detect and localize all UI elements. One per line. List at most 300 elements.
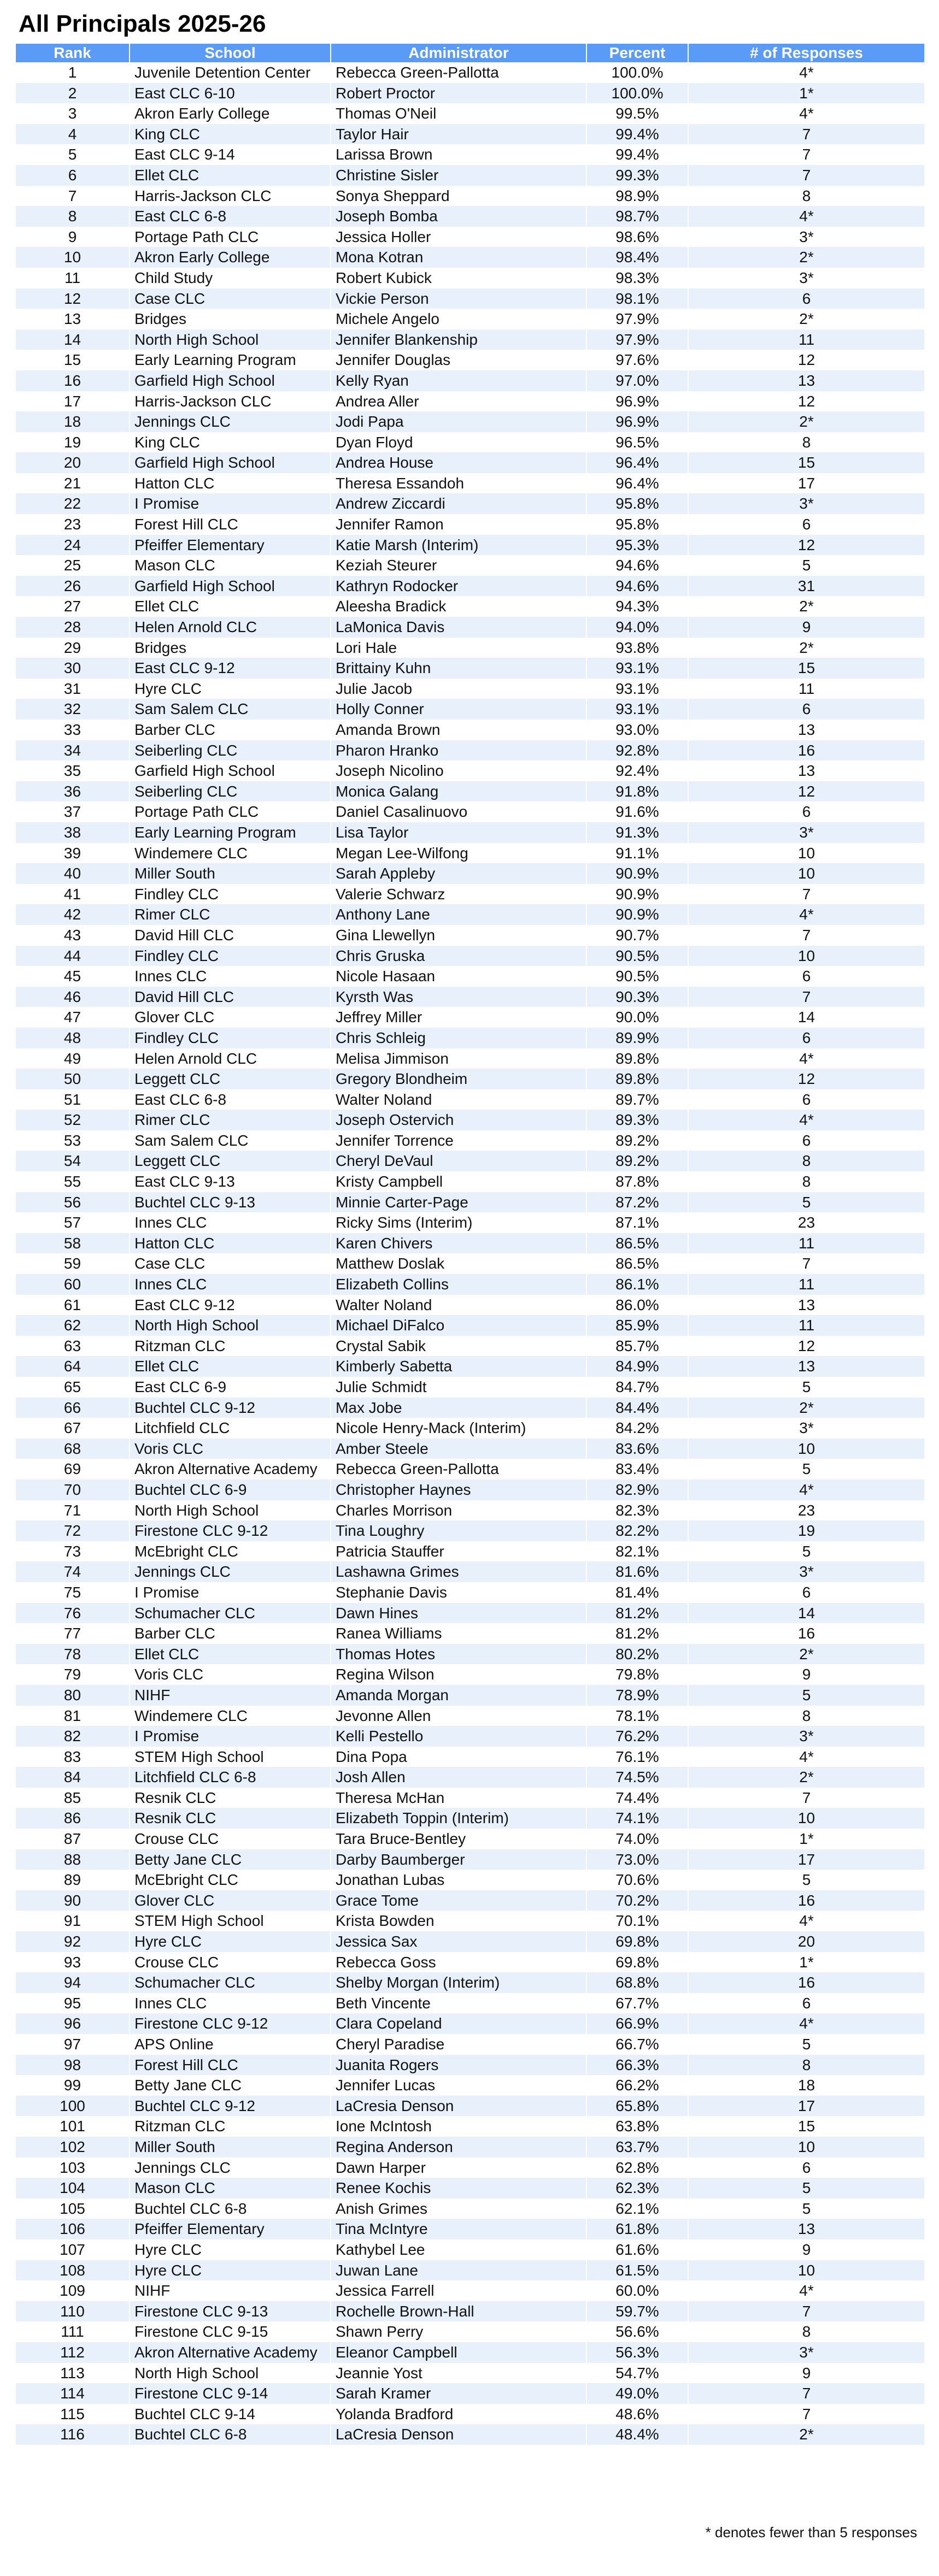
table-row xyxy=(16,2178,924,2198)
school-cell: Case CLC xyxy=(130,1253,331,1274)
rank-cell: 86 xyxy=(16,1808,130,1829)
school-cell: Mason CLC xyxy=(130,2178,331,2198)
table-row xyxy=(16,2404,924,2425)
responses-cell: 3* xyxy=(688,822,924,843)
rank-cell: 1 xyxy=(16,62,130,83)
responses-cell: 5 xyxy=(688,1459,924,1479)
administrator-cell: Jevonne Allen xyxy=(331,1706,586,1726)
school-cell: Barber CLC xyxy=(130,720,331,740)
table-row xyxy=(16,1664,924,1685)
table-row xyxy=(16,1685,924,1706)
percent-cell: 93.1% xyxy=(586,699,688,720)
responses-cell: 2* xyxy=(688,411,924,432)
school-cell: Akron Alternative Academy xyxy=(130,2342,331,2363)
administrator-cell: Jennifer Douglas xyxy=(331,350,586,370)
table-row xyxy=(16,1295,924,1316)
rank-cell: 101 xyxy=(16,2116,130,2137)
school-cell: Forest Hill CLC xyxy=(130,2055,331,2076)
school-cell: Pfeiffer Elementary xyxy=(130,535,331,556)
responses-cell: 6 xyxy=(688,801,924,822)
percent-cell: 94.0% xyxy=(586,617,688,638)
administrator-cell: Michele Angelo xyxy=(331,309,586,329)
rank-cell: 115 xyxy=(16,2404,130,2425)
responses-cell: 7 xyxy=(688,165,924,186)
table-row xyxy=(16,1439,924,1459)
percent-cell: 65.8% xyxy=(586,2096,688,2117)
administrator-cell: Sarah Kramer xyxy=(331,2383,586,2404)
percent-cell: 74.0% xyxy=(586,1829,688,1849)
administrator-cell: Dawn Hines xyxy=(331,1603,586,1624)
percent-cell: 85.9% xyxy=(586,1315,688,1336)
school-cell: Firestone CLC 9-12 xyxy=(130,2013,331,2034)
administrator-cell: Elizabeth Toppin (Interim) xyxy=(331,1808,586,1829)
table-row xyxy=(16,432,924,453)
school-cell: Buchtel CLC 9-13 xyxy=(130,1192,331,1213)
percent-cell: 90.9% xyxy=(586,884,688,905)
responses-cell: 4* xyxy=(688,2013,924,2034)
rank-cell: 13 xyxy=(16,309,130,329)
responses-cell: 16 xyxy=(688,740,924,761)
responses-cell: 11 xyxy=(688,329,924,350)
table-row xyxy=(16,2075,924,2096)
rank-cell: 42 xyxy=(16,904,130,925)
table-body xyxy=(16,62,924,2445)
administrator-cell: Vickie Person xyxy=(331,288,586,309)
administrator-cell: Walter Noland xyxy=(331,1295,586,1316)
school-cell: North High School xyxy=(130,1500,331,1521)
percent-cell: 89.2% xyxy=(586,1151,688,1171)
table-row xyxy=(16,2013,924,2034)
administrator-cell: Josh Allen xyxy=(331,1767,586,1788)
rank-cell: 30 xyxy=(16,658,130,679)
table-row xyxy=(16,863,924,884)
table-row xyxy=(16,1459,924,1479)
administrator-cell: Jennifer Blankenship xyxy=(331,329,586,350)
school-cell: Mason CLC xyxy=(130,555,331,576)
rank-cell: 40 xyxy=(16,863,130,884)
rank-cell: 113 xyxy=(16,2363,130,2384)
responses-cell: 5 xyxy=(688,1685,924,1706)
rank-cell: 6 xyxy=(16,165,130,186)
table-row xyxy=(16,1007,924,1028)
percent-cell: 98.3% xyxy=(586,268,688,288)
administrator-cell: Gina Llewellyn xyxy=(331,925,586,946)
rank-cell: 56 xyxy=(16,1192,130,1213)
responses-cell: 7 xyxy=(688,1788,924,1808)
responses-cell: 4* xyxy=(688,206,924,227)
administrator-cell: Max Jobe xyxy=(331,1398,586,1418)
school-cell: Jennings CLC xyxy=(130,1561,331,1582)
school-cell: Leggett CLC xyxy=(130,1151,331,1171)
responses-cell: 9 xyxy=(688,2363,924,2384)
table-row xyxy=(16,596,924,617)
table-row xyxy=(16,2424,924,2445)
table-row xyxy=(16,740,924,761)
administrator-cell: Cheryl Paradise xyxy=(331,2034,586,2055)
table-row xyxy=(16,309,924,329)
percent-cell: 100.0% xyxy=(586,62,688,83)
school-cell: Innes CLC xyxy=(130,966,331,987)
responses-cell: 7 xyxy=(688,2301,924,2322)
percent-cell: 86.5% xyxy=(586,1253,688,1274)
rank-cell: 54 xyxy=(16,1151,130,1171)
responses-cell: 3* xyxy=(688,493,924,514)
responses-cell: 4* xyxy=(688,1747,924,1767)
rank-cell: 51 xyxy=(16,1089,130,1110)
rank-cell: 89 xyxy=(16,1870,130,1890)
percent-cell: 85.7% xyxy=(586,1336,688,1357)
school-cell: Buchtel CLC 6-8 xyxy=(130,2198,331,2219)
school-cell: East CLC 6-9 xyxy=(130,1377,331,1398)
administrator-cell: Julie Schmidt xyxy=(331,1377,586,1398)
responses-cell: 14 xyxy=(688,1603,924,1624)
administrator-cell: Pharon Hranko xyxy=(331,740,586,761)
rank-cell: 94 xyxy=(16,1972,130,1993)
school-cell: Garfield High School xyxy=(130,576,331,597)
rank-cell: 66 xyxy=(16,1398,130,1418)
rank-cell: 27 xyxy=(16,596,130,617)
rank-cell: 2 xyxy=(16,83,130,104)
table-row xyxy=(16,1069,924,1089)
table-row xyxy=(16,843,924,864)
school-cell: I Promise xyxy=(130,1582,331,1603)
administrator-cell: Ione McIntosh xyxy=(331,2116,586,2137)
percent-cell: 73.0% xyxy=(586,1849,688,1870)
school-cell: Findley CLC xyxy=(130,946,331,966)
school-cell: Buchtel CLC 6-9 xyxy=(130,1479,331,1500)
table-row xyxy=(16,1849,924,1870)
rank-cell: 48 xyxy=(16,1028,130,1048)
rank-cell: 7 xyxy=(16,186,130,207)
rank-cell: 87 xyxy=(16,1829,130,1849)
table-row xyxy=(16,2342,924,2363)
percent-cell: 97.9% xyxy=(586,309,688,329)
responses-cell: 23 xyxy=(688,1500,924,1521)
administrator-cell: Dina Popa xyxy=(331,1747,586,1767)
percent-cell: 93.0% xyxy=(586,720,688,740)
table-row xyxy=(16,679,924,699)
percent-cell: 66.3% xyxy=(586,2055,688,2076)
responses-cell: 10 xyxy=(688,946,924,966)
table-row xyxy=(16,1561,924,1582)
table-row xyxy=(16,2280,924,2301)
table-row xyxy=(16,2137,924,2158)
school-cell: Akron Early College xyxy=(130,247,331,268)
administrator-cell: Joseph Bomba xyxy=(331,206,586,227)
rank-cell: 16 xyxy=(16,370,130,391)
responses-cell: 13 xyxy=(688,761,924,781)
table-row xyxy=(16,1520,924,1541)
responses-cell: 4* xyxy=(688,1479,924,1500)
school-cell: Buchtel CLC 6-8 xyxy=(130,2424,331,2445)
table-row xyxy=(16,1418,924,1439)
rank-cell: 105 xyxy=(16,2198,130,2219)
percent-cell: 91.1% xyxy=(586,843,688,864)
percent-cell: 95.8% xyxy=(586,514,688,535)
rank-cell: 29 xyxy=(16,638,130,658)
percent-cell: 60.0% xyxy=(586,2280,688,2301)
rank-cell: 38 xyxy=(16,822,130,843)
percent-cell: 97.0% xyxy=(586,370,688,391)
administrator-cell: Kimberly Sabetta xyxy=(331,1356,586,1377)
school-cell: NIHF xyxy=(130,2280,331,2301)
administrator-cell: LaCresia Denson xyxy=(331,2096,586,2117)
percent-cell: 89.8% xyxy=(586,1069,688,1089)
school-cell: Ellet CLC xyxy=(130,1644,331,1665)
school-cell: Hyre CLC xyxy=(130,1931,331,1952)
table-row xyxy=(16,1398,924,1418)
table-row xyxy=(16,1356,924,1377)
school-cell: East CLC 9-12 xyxy=(130,1295,331,1316)
table-row xyxy=(16,1336,924,1357)
school-cell: STEM High School xyxy=(130,1911,331,1931)
rank-cell: 90 xyxy=(16,1890,130,1911)
responses-cell: 4* xyxy=(688,1911,924,1931)
rank-cell: 3 xyxy=(16,103,130,124)
school-cell: Glover CLC xyxy=(130,1890,331,1911)
rank-cell: 50 xyxy=(16,1069,130,1089)
school-cell: Helen Arnold CLC xyxy=(130,1048,331,1069)
responses-cell: 10 xyxy=(688,863,924,884)
responses-cell: 4* xyxy=(688,103,924,124)
administrator-cell: Stephanie Davis xyxy=(331,1582,586,1603)
table-row xyxy=(16,1028,924,1048)
responses-cell: 8 xyxy=(688,1151,924,1171)
school-cell: Akron Alternative Academy xyxy=(130,1459,331,1479)
responses-cell: 23 xyxy=(688,1212,924,1233)
administrator-cell: Darby Baumberger xyxy=(331,1849,586,1870)
school-cell: Buchtel CLC 9-12 xyxy=(130,1398,331,1418)
school-cell: Leggett CLC xyxy=(130,1069,331,1089)
administrator-cell: Thomas Hotes xyxy=(331,1644,586,1665)
percent-cell: 100.0% xyxy=(586,83,688,104)
percent-cell: 67.7% xyxy=(586,1993,688,2014)
responses-cell: 8 xyxy=(688,1706,924,1726)
percent-cell: 97.6% xyxy=(586,350,688,370)
percent-cell: 93.1% xyxy=(586,679,688,699)
percent-cell: 66.2% xyxy=(586,2075,688,2096)
school-cell: Ellet CLC xyxy=(130,1356,331,1377)
responses-cell: 18 xyxy=(688,2075,924,2096)
responses-cell: 10 xyxy=(688,1808,924,1829)
administrator-cell: Melisa Jimmison xyxy=(331,1048,586,1069)
administrator-cell: Sarah Appleby xyxy=(331,863,586,884)
school-cell: Sam Salem CLC xyxy=(130,1130,331,1151)
responses-cell: 1* xyxy=(688,83,924,104)
percent-cell: 90.9% xyxy=(586,863,688,884)
responses-cell: 6 xyxy=(688,514,924,535)
rank-cell: 116 xyxy=(16,2424,130,2445)
rank-cell: 78 xyxy=(16,1644,130,1665)
rank-cell: 100 xyxy=(16,2096,130,2117)
school-cell: Hyre CLC xyxy=(130,679,331,699)
table-row xyxy=(16,1048,924,1069)
table-row xyxy=(16,1829,924,1849)
school-cell: Miller South xyxy=(130,2137,331,2158)
table-row xyxy=(16,186,924,207)
administrator-cell: Kelly Ryan xyxy=(331,370,586,391)
percent-cell: 97.9% xyxy=(586,329,688,350)
table-row xyxy=(16,2198,924,2219)
table-row xyxy=(16,1089,924,1110)
administrator-cell: Renee Kochis xyxy=(331,2178,586,2198)
school-cell: Bridges xyxy=(130,638,331,658)
table-row xyxy=(16,1192,924,1213)
rank-cell: 9 xyxy=(16,227,130,247)
table-row xyxy=(16,206,924,227)
rank-cell: 108 xyxy=(16,2260,130,2281)
rank-cell: 18 xyxy=(16,411,130,432)
percent-cell: 74.4% xyxy=(586,1788,688,1808)
rank-cell: 110 xyxy=(16,2301,130,2322)
rank-cell: 58 xyxy=(16,1233,130,1254)
rank-cell: 28 xyxy=(16,617,130,638)
responses-cell: 6 xyxy=(688,1130,924,1151)
administrator-cell: Rochelle Brown-Hall xyxy=(331,2301,586,2322)
school-cell: Innes CLC xyxy=(130,1274,331,1295)
percent-cell: 66.7% xyxy=(586,2034,688,2055)
administrator-cell: Andrew Ziccardi xyxy=(331,493,586,514)
school-cell: Innes CLC xyxy=(130,1212,331,1233)
school-cell: East CLC 6-10 xyxy=(130,83,331,104)
administrator-cell: Jennifer Lucas xyxy=(331,2075,586,2096)
table-row xyxy=(16,1726,924,1747)
responses-cell: 7 xyxy=(688,124,924,145)
percent-cell: 91.3% xyxy=(586,822,688,843)
school-cell: Findley CLC xyxy=(130,1028,331,1048)
responses-cell: 5 xyxy=(688,2178,924,2198)
school-cell: Glover CLC xyxy=(130,1007,331,1028)
percent-cell: 87.2% xyxy=(586,1192,688,1213)
school-cell: APS Online xyxy=(130,2034,331,2055)
responses-cell: 16 xyxy=(688,1890,924,1911)
school-cell: North High School xyxy=(130,1315,331,1336)
percent-cell: 78.9% xyxy=(586,1685,688,1706)
responses-cell: 3* xyxy=(688,1418,924,1439)
rank-cell: 99 xyxy=(16,2075,130,2096)
administrator-cell: Andrea House xyxy=(331,452,586,473)
responses-cell: 6 xyxy=(688,1582,924,1603)
percent-cell: 86.1% xyxy=(586,1274,688,1295)
table-row xyxy=(16,1377,924,1398)
table-row xyxy=(16,1972,924,1993)
table-row xyxy=(16,1644,924,1665)
administrator-cell: Walter Noland xyxy=(331,1089,586,1110)
table-row xyxy=(16,1582,924,1603)
administrator-cell: Jessica Farrell xyxy=(331,2280,586,2301)
school-cell: Hatton CLC xyxy=(130,1233,331,1254)
table-row xyxy=(16,1151,924,1171)
table-row xyxy=(16,1315,924,1336)
table-row xyxy=(16,2158,924,2178)
school-cell: Rimer CLC xyxy=(130,1110,331,1130)
responses-cell: 1* xyxy=(688,1829,924,1849)
administrator-cell: Regina Anderson xyxy=(331,2137,586,2158)
table-row xyxy=(16,1500,924,1521)
rank-cell: 74 xyxy=(16,1561,130,1582)
administrator-cell: LaCresia Denson xyxy=(331,2424,586,2445)
administrator-cell: Aleesha Bradick xyxy=(331,596,586,617)
school-cell: I Promise xyxy=(130,493,331,514)
percent-cell: 82.3% xyxy=(586,1500,688,1521)
rank-cell: 93 xyxy=(16,1952,130,1973)
percent-cell: 69.8% xyxy=(586,1931,688,1952)
rank-cell: 75 xyxy=(16,1582,130,1603)
administrator-cell: Mona Kotran xyxy=(331,247,586,268)
school-cell: David Hill CLC xyxy=(130,925,331,946)
school-cell: North High School xyxy=(130,2363,331,2384)
responses-cell: 11 xyxy=(688,1315,924,1336)
administrator-cell: Jessica Sax xyxy=(331,1931,586,1952)
school-cell: Garfield High School xyxy=(130,370,331,391)
responses-cell: 15 xyxy=(688,452,924,473)
administrator-cell: Ranea Williams xyxy=(331,1623,586,1644)
school-cell: Litchfield CLC xyxy=(130,1418,331,1439)
responses-cell: 9 xyxy=(688,617,924,638)
rank-cell: 44 xyxy=(16,946,130,966)
rank-cell: 80 xyxy=(16,1685,130,1706)
responses-cell: 13 xyxy=(688,2219,924,2239)
percent-cell: 70.2% xyxy=(586,1890,688,1911)
administrator-cell: Sonya Sheppard xyxy=(331,186,586,207)
table-row xyxy=(16,2219,924,2239)
rank-cell: 112 xyxy=(16,2342,130,2363)
school-cell: Harris-Jackson CLC xyxy=(130,391,331,412)
rank-cell: 63 xyxy=(16,1336,130,1357)
rank-cell: 17 xyxy=(16,391,130,412)
percent-cell: 76.2% xyxy=(586,1726,688,1747)
responses-cell: 7 xyxy=(688,884,924,905)
responses-cell: 6 xyxy=(688,966,924,987)
responses-cell: 13 xyxy=(688,720,924,740)
school-cell: Portage Path CLC xyxy=(130,227,331,247)
school-cell: Innes CLC xyxy=(130,1993,331,2014)
school-cell: Windemere CLC xyxy=(130,1706,331,1726)
school-cell: STEM High School xyxy=(130,1747,331,1767)
responses-cell: 5 xyxy=(688,555,924,576)
school-column-header: School xyxy=(130,44,331,62)
administrator-cell: Anthony Lane xyxy=(331,904,586,925)
percent-cell: 98.7% xyxy=(586,206,688,227)
rank-cell: 91 xyxy=(16,1911,130,1931)
school-cell: Rimer CLC xyxy=(130,904,331,925)
table-row xyxy=(16,370,924,391)
table-row xyxy=(16,165,924,186)
administrator-cell: Monica Galang xyxy=(331,781,586,802)
rank-cell: 59 xyxy=(16,1253,130,1274)
percent-cell: 59.7% xyxy=(586,2301,688,2322)
responses-cell: 13 xyxy=(688,1356,924,1377)
administrator-cell: Juanita Rogers xyxy=(331,2055,586,2076)
responses-cell: 8 xyxy=(688,2055,924,2076)
percent-cell: 96.5% xyxy=(586,432,688,453)
percent-cell: 83.4% xyxy=(586,1459,688,1479)
administrator-cell: Nicole Hasaan xyxy=(331,966,586,987)
table-row xyxy=(16,2321,924,2342)
rank-cell: 103 xyxy=(16,2158,130,2178)
table-row xyxy=(16,638,924,658)
administrator-cell: Krista Bowden xyxy=(331,1911,586,1931)
table-row xyxy=(16,781,924,802)
percent-cell: 91.8% xyxy=(586,781,688,802)
responses-cell: 5 xyxy=(688,2198,924,2219)
administrator-cell: Amber Steele xyxy=(331,1439,586,1459)
percent-cell: 98.6% xyxy=(586,227,688,247)
table-row xyxy=(16,391,924,412)
school-cell: Forest Hill CLC xyxy=(130,514,331,535)
percent-cell: 84.4% xyxy=(586,1398,688,1418)
responses-cell: 2* xyxy=(688,1644,924,1665)
